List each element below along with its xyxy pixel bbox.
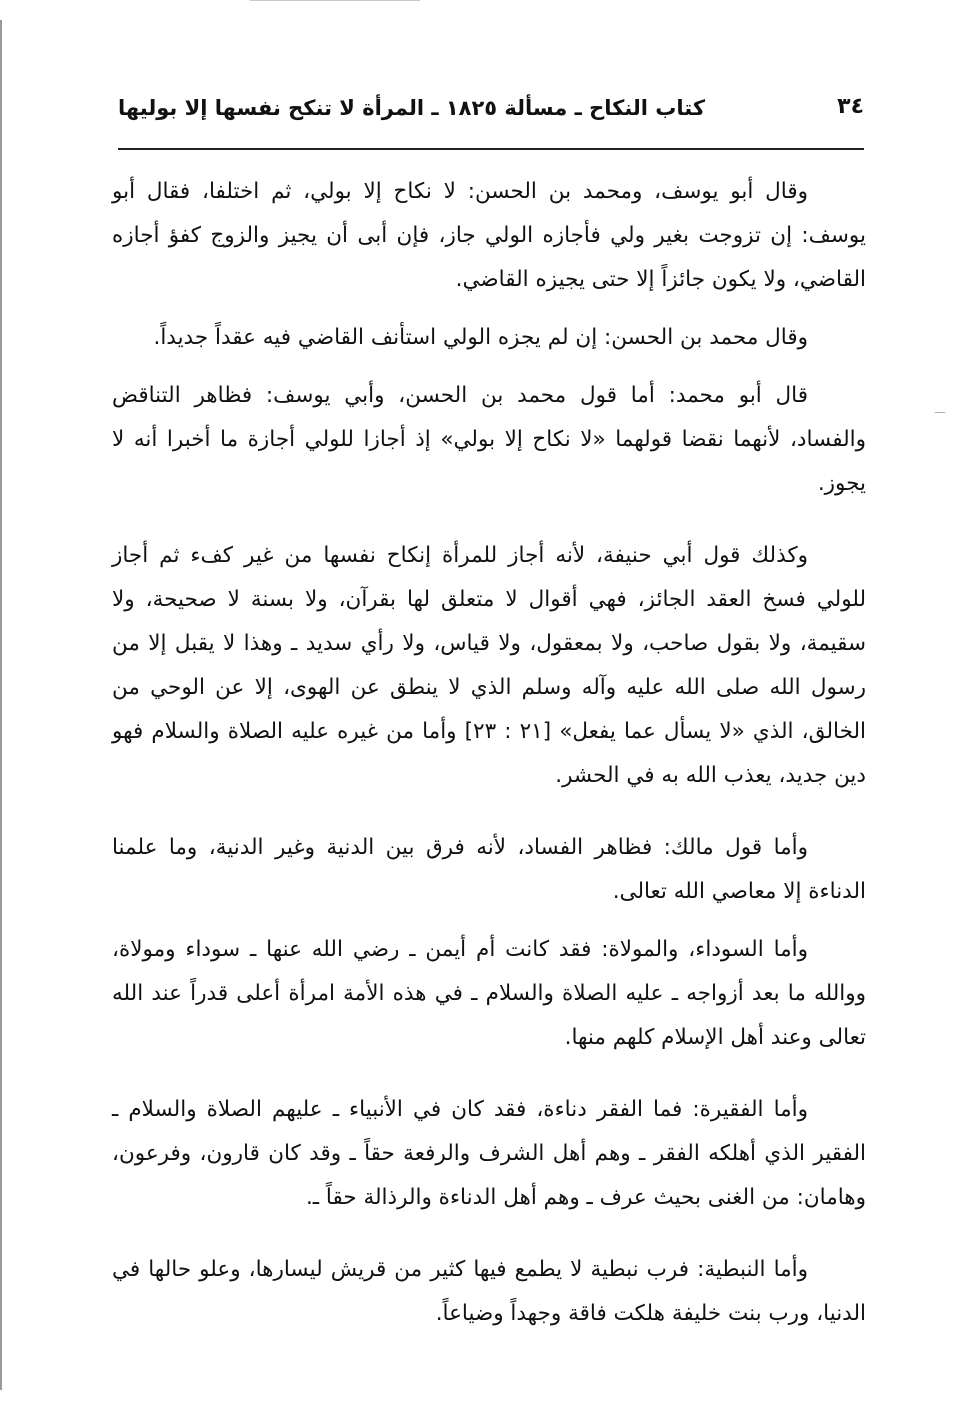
paragraph-1: وقال أبو يوسف، ومحمد بن الحسن: لا نكاح إلا بولي، ثم اختلفا، فقال أبو يوسف: إن تزوجت بغير ولي فأجازه الولي جاز، فإن أبى أن يجيز والزوج كفؤ أجازه القاضي، ولا يكون جائزاً إلا حتى يجيزه القاضي. — [112, 179, 866, 292]
paragraph-4: وكذلك قول أبي حنيفة، لأنه أجاز للمرأة إنكاح نفسها من غير كفء ثم أجاز للولي فسخ العقد الجائز، فهي أقوال لا متعلق لها بقرآن، ولا بسنة لا صحيحة، ولا سقيمة، ولا بقول صاحب، ولا بمعقول، ولا قياس، ولا رأي سديد ـ وهذا لا يقبل إلا من رسول الله صلى الله عليه وآله وسلم الذي لا ينطق عن الهوى، إلا عن الوحي من الخالق، الذي «لا يسأل عما يفعل» [٢١ : ٢٣] وأما من غيره عليه الصلاة والسلام فهو دين جديد، يعذب الله به في الحشر. — [112, 543, 866, 788]
scan-edge-left — [0, 20, 2, 1390]
page-number: ٣٤ — [837, 94, 864, 119]
paragraph-5: وأما قول مالك: فظاهر الفساد، لأنه فرق بين الدنية وغير الدنية، وما علمنا الدناءة إلا معاصي الله تعالى. — [112, 835, 866, 904]
page-header — [118, 92, 864, 132]
paragraph-2: وقال محمد بن الحسن: إن لم يجزه الولي استأنف القاضي فيه عقداً جديداً. — [153, 325, 808, 350]
header-divider — [118, 148, 864, 150]
paragraph-6: وأما السوداء، والمولاة: فقد كانت أم أيمن ـ رضي الله عنها ـ سوداء ومولاة، ووالله ما بعد أزواجه ـ عليه الصلاة والسلام ـ في هذه الأمة امرأة أعلى قدراً عند الله تعالى وعند أهل الإسلام كلهم منها. — [112, 937, 866, 1050]
running-title: كتاب النكاح ـ مسألة ١٨٢٥ ـ المرأة لا تنكح نفسها إلا بوليها — [118, 96, 706, 120]
paragraph-7: وأما الفقيرة: فما الفقر دناءة، فقد كان في الأنبياء ـ عليهم الصلاة والسلام ـ الفقير الذي أهلكه الفقر ـ وهم أهل الشرف والرفعة حقاً ـ وقد كان قارون، وفرعون، وهامان: من الغنى بحيث عرف ـ وهم أهل الدناءة والرذالة حقاً ـ. — [112, 1097, 866, 1210]
body-text — [112, 170, 866, 1350]
scan-edge-top — [250, 0, 420, 1]
paragraph-3: قال أبو محمد: أما قول محمد بن الحسن، وأبي يوسف: فظاهر التناقض والفساد، لأنهما نقضا قولهما «لا نكاح إلا بولي» إذ أجازا للولي أجازة ما أخبرا أنه لا يجوز. — [112, 383, 866, 496]
scan-edge-right — [935, 412, 945, 413]
paragraph-8: وأما النبطية: فرب نبطية لا يطمع فيها كثير من قريش ليسارها، وعلو حالها في الدنيا، ورب بنت خليفة هلكت فاقة وجهداً وضياعاً. — [112, 1257, 866, 1326]
